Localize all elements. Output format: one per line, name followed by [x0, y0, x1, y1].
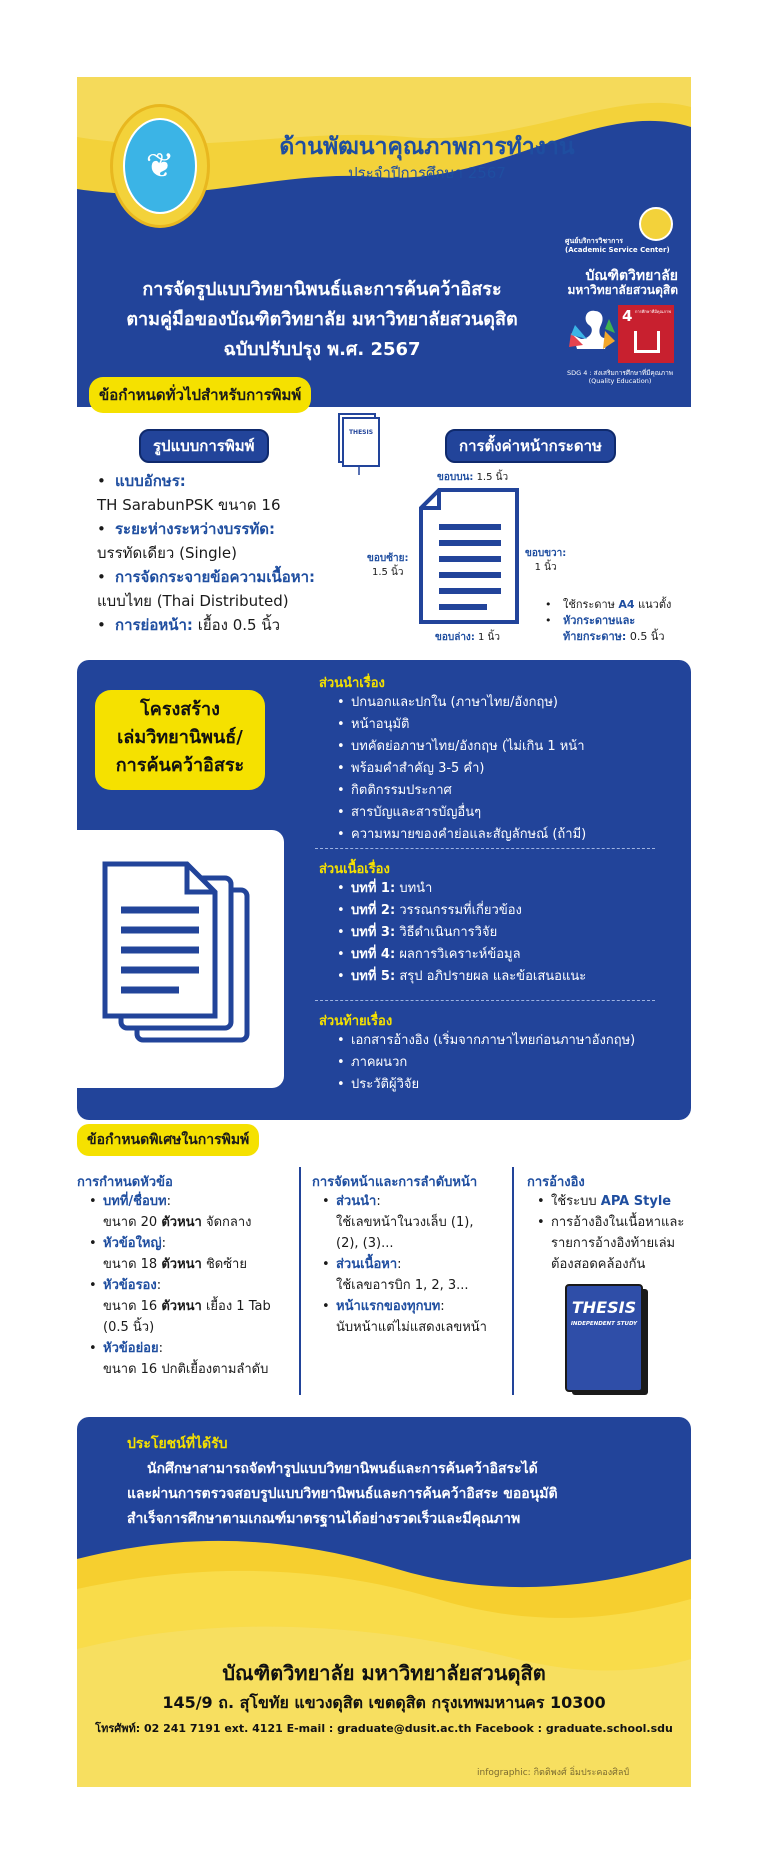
right-margin-key: ขอบขวา: — [525, 548, 567, 559]
sdg-caption-line1: SDG 4 : ส่งเสริมการศึกษาที่มีคุณภาพ — [566, 369, 674, 377]
pagination-rule-text: ใช้เลขอารบิก 1, 2, 3... — [336, 1278, 469, 1293]
heading-rule-bold: ตัวหนา — [161, 1257, 202, 1272]
pagination-rule-key: หน้าแรกของทุกบท — [336, 1299, 441, 1314]
heading-rule-sep: : — [166, 1194, 171, 1209]
citation-rule-consistency — [537, 1212, 687, 1275]
chapter-value: วรรณกรรมที่เกี่ยวข้อง — [399, 903, 522, 918]
citation-text: ต้องสอดคล้องกัน — [551, 1257, 646, 1272]
front-item-continued-text: พร้อมคำสำคัญ 3-5 คำ) — [351, 761, 485, 776]
heading-rule-text: เยื้อง 1 Tab — [201, 1299, 271, 1314]
main-title-line3: ฉบับปรับปรุง พ.ศ. 2567 — [223, 339, 421, 360]
left-margin-label — [367, 552, 408, 580]
top-margin-key: ขอบบน: — [437, 472, 474, 483]
back-item: • ภาคผนวก — [337, 1052, 677, 1074]
chapter-item — [337, 900, 667, 922]
main-title-line1: การจัดรูปแบบวิทยานิพนธ์และการค้นคว้าอิสระ — [142, 279, 502, 300]
headings-list — [89, 1191, 309, 1380]
heading-rule-text: ขนาด 20 — [103, 1215, 162, 1230]
benefit-text — [127, 1457, 657, 1532]
infographic-credit: infographic: กิตติพงศ์ อิ่มประคองศิลป์ — [477, 1768, 630, 1778]
pagination-rule-text: ใช้เลขหน้าในวงเล็บ (1), — [336, 1215, 474, 1230]
format-key: การจัดกระจายข้อความเนื้อหา: — [115, 568, 316, 586]
heading-rule-text: ขนาด 18 — [103, 1257, 162, 1272]
top-margin-label — [437, 470, 508, 485]
stacked-documents-icon — [99, 860, 259, 1060]
front-item: • บทคัดย่อภาษาไทย/อังกฤษ (ไม่เกิน 1 หน้า — [337, 736, 667, 758]
structure-title-line2: เล่มวิทยานิพนธ์/ — [117, 727, 243, 748]
pagination-rule-sep: : — [376, 1194, 381, 1209]
thesis-book-subtitle: INDEPENDENT STUDY — [570, 1321, 638, 1327]
chapter-item — [337, 878, 667, 900]
pagination-rule-front — [322, 1191, 502, 1254]
citation-col-heading: การอ้างอิง — [527, 1175, 585, 1190]
thesis-book-icon — [562, 1281, 652, 1399]
header-footer-key-2: ท้ายกระดาษ: — [563, 630, 627, 643]
format-value: แบบไทย (Thai Distributed) — [97, 592, 289, 610]
benefit-line1: นักศึกษาสามารถจัดทำรูปแบบวิทยานิพนธ์และการค้นคว้าอิสระได้ — [147, 1461, 538, 1477]
header-banner — [77, 77, 691, 407]
pagination-list — [322, 1191, 502, 1338]
main-title-line2: ตามคู่มือของบัณฑิตวิทยาลัย มหาวิทยาลัยสวนดุสิต — [126, 309, 518, 330]
top-margin-value: 1.5 นิ้ว — [476, 472, 509, 483]
pagination-rule-text: (2), (3)... — [336, 1236, 394, 1251]
bottom-margin-label — [435, 630, 500, 645]
format-item-spacing — [97, 517, 347, 565]
structure-title-line3: การค้นคว้าอิสระ — [115, 755, 245, 776]
header-footer-key-1: หัวกระดาษและ — [563, 614, 636, 627]
heading-rule-text-line2: (0.5 นิ้ว) — [103, 1320, 155, 1335]
citation-list — [537, 1191, 687, 1275]
column-divider-1 — [299, 1167, 301, 1395]
sdg-number: 4 — [622, 307, 633, 325]
chapter-item — [337, 944, 667, 966]
heading-rule-sep: : — [156, 1278, 162, 1293]
chapter-value: สรุป อภิปรายผล และข้อเสนอแนะ — [399, 969, 587, 984]
pagination-rule-key: ส่วนนำ — [336, 1194, 377, 1209]
format-value: เยื้อง 0.5 นิ้ว — [197, 616, 281, 634]
back-item: • เอกสารอ้างอิง (เริ่มจากภาษาไทยก่อนภาษาอังกฤษ) — [337, 1030, 677, 1052]
heading-rule-key: บทที่/ชื่อบท — [103, 1194, 167, 1209]
bottom-margin-key: ขอบล่าง: — [435, 632, 475, 643]
pagination-rule-sep: : — [397, 1257, 402, 1272]
paper-list — [545, 597, 685, 645]
benefit-line3: สำเร็จการศึกษาตามเกณฑ์มาตรฐานได้อย่างรวดเร็วและมีคุณภาพ — [127, 1511, 521, 1527]
chapter-key: บทที่ 5: — [351, 969, 396, 984]
page-setup-tag: การตั้งค่าหน้ากระดาษ — [445, 429, 616, 463]
front-item: • ปกนอกและปกใน (ภาษาไทย/อังกฤษ) — [337, 692, 667, 714]
heading-rule-key: หัวข้อย่อย — [103, 1341, 159, 1356]
footer-organization-name: บัณฑิตวิทยาลัย มหาวิทยาลัยสวนดุสิต — [222, 1661, 546, 1685]
format-key: ระยะห่างระหว่างบรรทัด: — [115, 520, 276, 538]
thesis-structure-panel — [77, 660, 691, 1120]
heading-rule-bold: ตัวหนา — [161, 1299, 202, 1314]
citation-text: รายการอ้างอิงท้ายเล่ม — [551, 1236, 676, 1251]
chapter-key: บทที่ 3: — [351, 925, 396, 940]
paper-item-a4 — [545, 597, 685, 613]
back-matter-heading: ส่วนท้ายเรื่อง — [319, 1014, 393, 1029]
open-book-icon — [634, 331, 660, 353]
footer-address: 145/9 ถ. สุโขทัย แขวงดุสิต เขตดุสิต กรุงเทพมหานคร 10300 — [162, 1693, 606, 1712]
heading-rule-minor — [89, 1275, 309, 1338]
paper-orientation: แนวตั้ง — [638, 598, 672, 611]
body-heading: ส่วนเนื้อเรื่อง — [319, 862, 390, 877]
front-item-continued — [337, 758, 667, 780]
footer-contact: โทรศัพท์: 02 241 7191 ext. 4121 E-mail : graduate@dusit.ac.th Facebook : graduate.school.sdu — [95, 1722, 673, 1735]
asc-en: (Academic Service Center) — [565, 246, 670, 254]
structure-icon-panel — [77, 830, 284, 1088]
main-title — [87, 275, 557, 365]
back-item: • ประวัติผู้วิจัย — [337, 1074, 677, 1096]
gs-name-line1: บัณฑิตวิทยาลัย — [585, 268, 678, 284]
gs-name-line2: มหาวิทยาลัยสวนดุสิต — [567, 283, 678, 297]
chapter-value: วิธีดำเนินการวิจัย — [399, 925, 498, 940]
chapter-item — [337, 966, 667, 988]
body-divider — [315, 1000, 655, 1001]
academic-service-center-logo — [639, 207, 673, 241]
format-value: TH SarabunPSK ขนาด 16 — [97, 496, 281, 514]
header-footer-value: 0.5 นิ้ว — [629, 630, 665, 643]
header-subtitle: ประจำปีการศึกษา 2567 — [348, 164, 506, 182]
body-list — [337, 878, 667, 988]
thesis-book-small-label: THESIS — [348, 429, 374, 436]
sdg4-badge — [618, 305, 674, 363]
heading-rule-key: หัวข้อใหญ่ — [103, 1236, 162, 1251]
heading-rule-major — [89, 1233, 309, 1275]
sdg-caption-line2: (Quality Education) — [588, 377, 652, 385]
front-matter-list — [337, 692, 667, 846]
paper-item-header-footer — [545, 613, 685, 645]
format-key: แบบอักษร: — [115, 472, 186, 490]
front-divider — [315, 848, 655, 849]
graduate-school-name — [563, 269, 678, 297]
heading-rule-text: จัดกลาง — [201, 1215, 252, 1230]
format-key: การย่อหน้า: — [115, 616, 193, 634]
academic-service-center-label — [565, 237, 675, 255]
heading-rule-sub — [89, 1338, 309, 1380]
format-tag: รูปแบบการพิมพ์ — [139, 429, 269, 463]
heading-rule-sep: : — [161, 1236, 166, 1251]
citation-text: การอ้างอิงในเนื้อหาและ — [551, 1215, 685, 1230]
pagination-rule-key: ส่วนเนื้อหา — [336, 1257, 398, 1272]
chapter-item — [337, 922, 667, 944]
pagination-rule-body — [322, 1254, 502, 1296]
pagination-rule-first-page — [322, 1296, 502, 1338]
citation-style: APA Style — [600, 1194, 672, 1209]
special-requirements-tag: ข้อกำหนดพิเศษในการพิมพ์ — [77, 1124, 259, 1156]
structure-title — [95, 690, 265, 790]
format-item-font — [97, 469, 347, 517]
university-seal-logo — [110, 104, 210, 228]
heading-rule-key: หัวข้อรอง — [103, 1278, 157, 1293]
infographic-poster — [77, 77, 691, 1787]
right-margin-label — [525, 547, 566, 575]
pagination-col-heading: การจัดหน้าและการลำดับหน้า — [312, 1175, 478, 1190]
left-margin-value: 1.5 นิ้ว — [371, 567, 404, 578]
citation-text: ใช้ระบบ — [551, 1194, 601, 1209]
chapter-key: บทที่ 4: — [351, 947, 396, 962]
heading-rule-sep: : — [158, 1341, 163, 1356]
heading-rule-text: ชิดซ้าย — [201, 1257, 247, 1272]
left-margin-key: ขอบซ้าย: — [367, 553, 409, 564]
heading-rule-bold: ตัวหนา — [161, 1215, 202, 1230]
thesis-book-title: THESIS — [571, 1298, 637, 1317]
page-document-icon — [417, 487, 521, 625]
format-list — [97, 469, 347, 637]
column-divider-2 — [512, 1167, 514, 1395]
chapter-value: บทนำ — [399, 881, 433, 896]
citation-rule-apa — [537, 1191, 687, 1212]
sdg-label: การศึกษาที่มีคุณภาพ — [635, 309, 671, 314]
asc-th: ศูนย์บริการวิชาการ — [565, 237, 624, 245]
heading-rule-chapter — [89, 1191, 309, 1233]
front-item: • สารบัญและสารบัญอื่นๆ — [337, 802, 667, 824]
heading-rule-text: ขนาด 16 — [103, 1299, 162, 1314]
swan-logo-icon — [565, 305, 617, 359]
headings-col-heading: การกำหนดหัวข้อ — [77, 1175, 173, 1190]
thesis-book-small-icon — [335, 412, 381, 476]
format-item-indent — [97, 613, 347, 637]
paper-size: A4 — [618, 598, 635, 611]
seal-emblem-icon: ❦ — [123, 118, 197, 214]
heading-rule-text: ขนาด 16 ปกติเยื้องตามลำดับ — [103, 1362, 269, 1377]
chapter-key: บทที่ 2: — [351, 903, 396, 918]
paper-text: ใช้กระดาษ — [563, 598, 615, 611]
chapter-key: บทที่ 1: — [351, 881, 396, 896]
front-matter-heading: ส่วนนำเรื่อง — [319, 676, 385, 691]
right-margin-value: 1 นิ้ว — [534, 562, 557, 573]
front-item: • ความหมายของคำย่อและสัญลักษณ์ (ถ้ามี) — [337, 824, 667, 846]
header-title: ด้านพัฒนาคุณภาพการทำงาน — [279, 134, 575, 160]
pagination-rule-text: นับหน้าแต่ไม่แสดงเลขหน้า — [336, 1320, 487, 1335]
front-item: • หน้าอนุมัติ — [337, 714, 667, 736]
benefit-heading: ประโยชน์ที่ได้รับ — [127, 1436, 228, 1452]
chapter-value: ผลการวิเคราะห์ข้อมูล — [399, 947, 521, 962]
bottom-margin-value: 1 นิ้ว — [478, 632, 501, 643]
format-value: บรรทัดเดียว (Single) — [97, 544, 237, 562]
front-item: • กิตติกรรมประกาศ — [337, 780, 667, 802]
back-matter-list — [337, 1030, 677, 1096]
sdg-caption — [555, 369, 685, 385]
general-requirements-tag: ข้อกำหนดทั่วไปสำหรับการพิมพ์ — [89, 377, 311, 413]
format-item-distribution — [97, 565, 347, 613]
pagination-rule-sep: : — [440, 1299, 445, 1314]
structure-title-line1: โครงสร้าง — [140, 699, 220, 720]
benefit-line2: และผ่านการตรวจสอบรูปแบบวิทยานิพนธ์และการค้นคว้าอิสระ ขออนุมัติ — [127, 1486, 558, 1502]
